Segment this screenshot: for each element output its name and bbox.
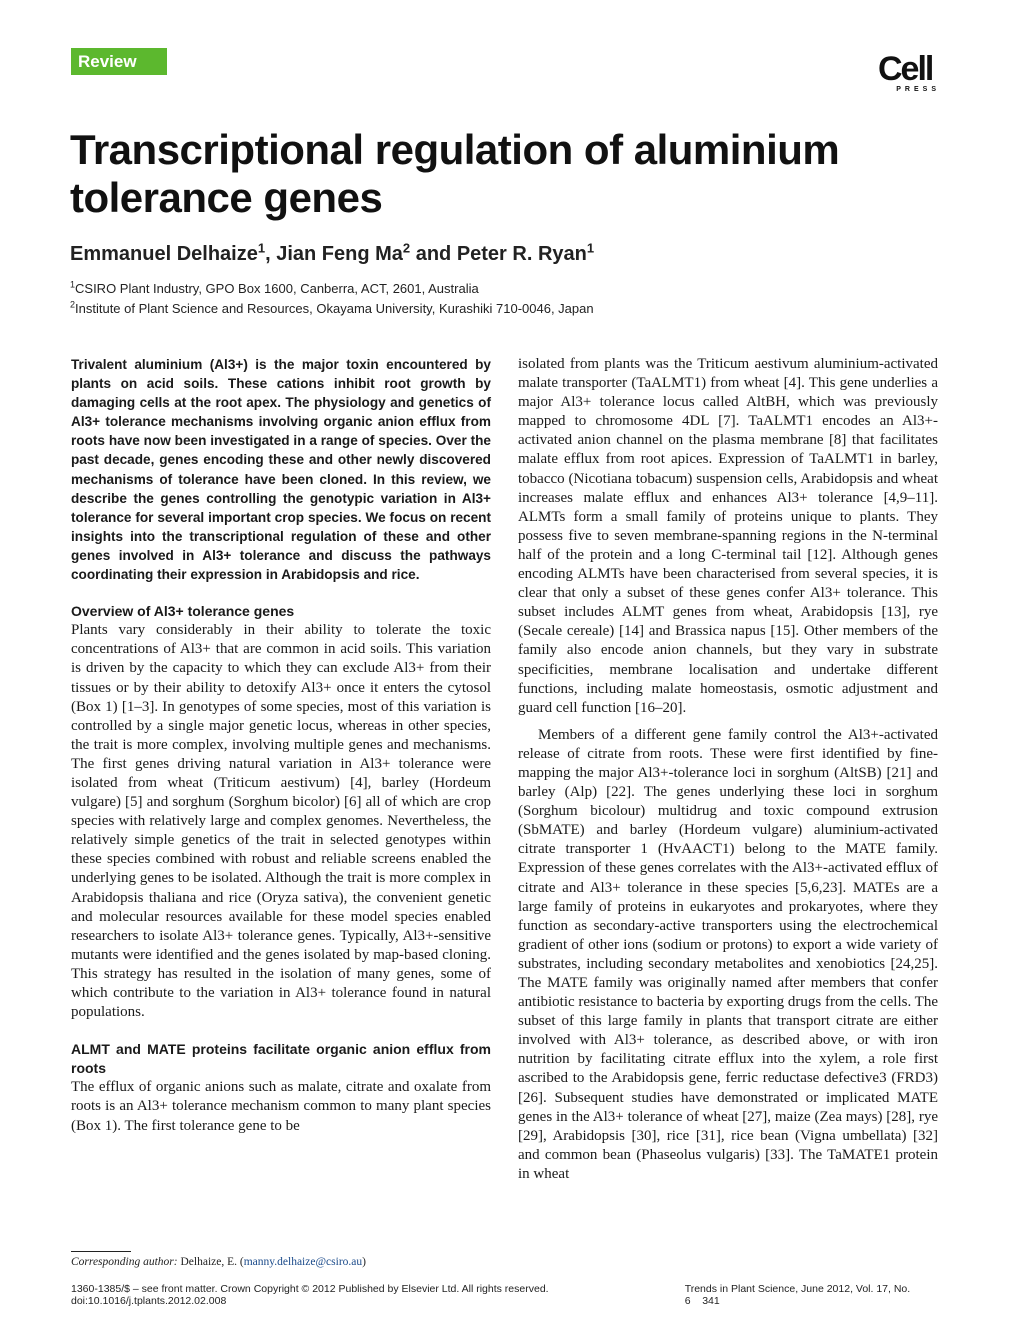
section-heading: ALMT and MATE proteins facilitate organic anion efflux from roots [71, 1041, 491, 1077]
body-paragraph: The efflux of organic anions such as malate, citrate and oxalate from roots is an Al3+ tolerance mechanism common to many plant species (Box 1). The first tolerance gene to be [71, 1079, 491, 1134]
body-paragraph: isolated from plants was the Triticum aestivum aluminium-activated malate transporter (TaALMT1) from wheat [4]. This gene underlies a major Al3+ tolerance locus called AltBH, which was previously mapped to chromosome 4DL [7]. TaALMT1 encodes an Al3+-activated anion channel on the plasma membrane [8] that facilitates malate efflux from root apices. Expression of TaALMT1 in barley, tobacco (Nicotiana tobacum) suspension cells, Arabidopsis and wheat increases malate efflux and enhances Al3+ tolerance [4,9–11]. ALMTs form a small family of proteins unique to plants. They possess five to seven membrane-spanning regions in the N-terminal half of the protein and a long C-terminal tail [12]. Although genes encoding ALMTs have been characterised from several species, it is clear that only a subset of these genes confer Al3+ tolerance. This subset includes ALMT genes from wheat, Arabidopsis [13], rye (Secale cereale) [14] and Brassica napus [15]. Other members of the family also encode anion channels, but they vary in substrate specificities, membrane localisation and undertake different functions, including malate homeostasis, osmotic adjustment and guard cell function [16–20]. [518, 356, 938, 716]
publisher-logo: Cell PRESS [878, 50, 940, 93]
article-title: Transcriptional regulation of aluminium tolerance genes [70, 126, 840, 221]
abstract: Trivalent aluminium (Al3+) is the major toxin encountered by plants on acid soils. These cations inhibit root growth by damaging cells at the root apex. The physiology and genetics of Al3+ tolerance mechanisms involving organic anion efflux from roots have now been investigated in a range of species. Over the past decade, genes encoding these and other newly discovered mechanisms of tolerance have been cloned. In this review, we describe the genes controlling the genotypic variation in Al3+ tolerance for several important crop species. We focus on recent insights into the transcriptional regulation of these and other genes involved in Al3+ tolerance and discuss the pathways coordinating their expression in Arabidopsis and rice. [71, 357, 491, 583]
affiliation: $^2$Institute of Plant Science and Resources, Okayama University, Kurashiki 710-0046, Japan [70, 299, 594, 316]
author-name: Jian Feng Ma [276, 243, 403, 265]
journal-citation: Trends in Plant Science, June 2012, Vol. 17, No. 6 [684, 1283, 911, 1307]
section-heading: Overview of Al3+ tolerance genes [71, 603, 295, 620]
author-name: Emmanuel Delhaize [70, 243, 258, 265]
page-number: 341 [702, 1295, 720, 1307]
affiliation: $^1$CSIRO Plant Industry, GPO Box 1600, Canberra, ACT, 2601, Australia [70, 279, 479, 296]
footnote-rule [71, 1251, 131, 1252]
email-link[interactable]: manny.delhaize@csiro.au [243, 1256, 363, 1268]
right-column [518, 355, 938, 1184]
left-column [71, 355, 491, 1136]
page-footer [71, 1283, 939, 1307]
body-paragraph: Members of a different gene family control the Al3+-activated release of citrate from roots. These were first identified by fine-mapping the major Al3+-tolerance loci in sorghum (AltSB) [21] and barley (Alp) [22]. The genes underlying these loci in sorghum (Sorghum bicolour) multidrug and toxic compound extrusion (SbMATE) and barley (Hordeum vulgare) aluminium-activated citrate transporter 1 (HvAACT1) belong to the MATE family. Expression of these genes correlates with the Al3+-activated efflux of citrate and Al3+ tolerance in these species [5,6,23]. MATEs are a large family of proteins in eukaryotes and prokaryotes, where they function as secondary-active transporters using the electrochemical gradient of other ions (sodium or protons) to export a wide variety of substrates, including secondary metabolites and xenobiotics [24,25]. The MATE family was originally named after members that confer antibiotic resistance to bacteria by exporting drugs from the cells. The subset of this large family in plants that transport citrate are either involved with Al3+ tolerance, as described above, or with iron nutrition by facilitating citrate efflux into the xylem, a role first ascribed to the Arabidopsis gene, ferric reductase defective3 (FRD3) [26]. Subsequent studies have demonstrated or implicated MATE genes in the Al3+ tolerance of wheat [27], maize (Zea mays) [28], rye [29], Arabidopsis [30], rice [31], rice bean (Vigna umbellata) [32] and common bean (Phaseolus vulgaris) [33]. The TaMATE1 protein in wheat [518, 726, 939, 1182]
author-name: Peter R. Ryan [456, 243, 587, 265]
author-list: Emmanuel Delhaize$^1$, Jian Feng Ma$^2$ and Peter R. Ryan$^1$ [70, 240, 595, 265]
corresponding-author-note: Corresponding author: Delhaize, E. (manny.delhaize@csiro.au) [71, 1256, 366, 1268]
body-paragraph: Plants vary considerably in their ability to tolerate the toxic concentrations of Al3+ that are common in acid soils. This variation is driven by the capacity to which they can exclude Al3+ from their tissues or by their ability to detoxify Al3+ once it enters the cytosol (Box 1) [1–3]. In genotypes of some species, most of this variation is controlled by a single major genetic locus, whereas in other species, the trait is more complex, involving multiple genes and mechanisms. The first genes driving natural variation in Al3+ tolerance were isolated from wheat (Triticum aestivum) [4], barley (Hordeum vulgare) [5] and sorghum (Sorghum bicolor) [6] all of which are crop species with relatively large and complex genomes. Nevertheless, the relatively simple genetics of the trait in selected genotypes within these species combined with robust and reliable screens enabled the underlying genes to be isolated. Although the trait is more complex in Arabidopsis thaliana and rice (Oryza sativa), the convenient genetic and molecular resources available for these model species enabled researchers to isolate Al3+ tolerance genes. Typically, Al3+-sensitive mutants were identified and the genes isolated by map-based cloning. This strategy has resulted in the isolation of many genes, some of which contribute to the variation in Al3+ tolerance found in natural populations. [71, 622, 491, 1021]
article-type-badge: Review [71, 48, 167, 75]
copyright-doi: 1360-1385/$ – see front matter. Crown Copyright © 2012 Published by Elsevier Ltd. All rights reserved. doi:10.1016/j.tplants.2012.02.008 [71, 1283, 549, 1307]
